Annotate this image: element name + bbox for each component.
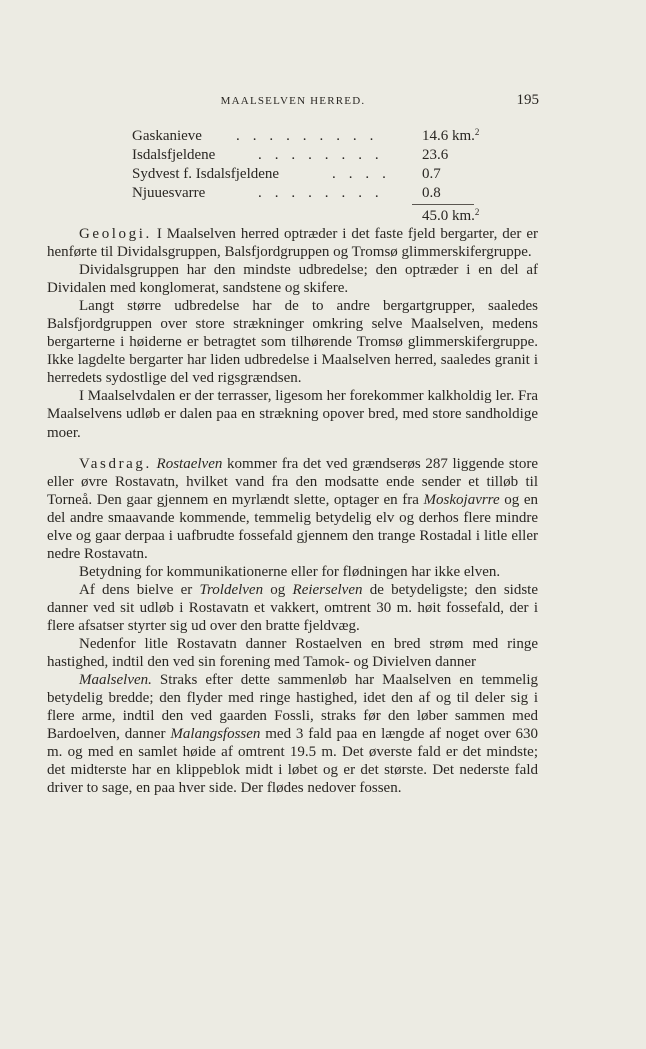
total-rule [412, 204, 474, 205]
river-name: Troldelven [199, 581, 264, 598]
page-number: 195 [516, 92, 539, 108]
paragraph: Dividalsgruppen har den mindste udbredelse; den optræder i en del af Dividalen med konglomerat, sandstene og skifere. [47, 262, 538, 297]
area-value: 0.7 [422, 166, 441, 182]
body-text [47, 225, 538, 797]
leader-dots: . . . . [332, 166, 391, 182]
area-value: 23.6 [422, 147, 449, 163]
leader-dots: . . . . . . . . . [236, 128, 378, 144]
place-name: Moskojavrre [423, 491, 500, 508]
page-header [47, 92, 539, 110]
river-name: Reierselven [292, 581, 363, 598]
paragraph: I Maalselvdalen er der terrasser, ligesom her forekommer kalkholdig ler. Fra Maalselvens udløb er dalen paa en strækning opover bred, med store sandholdige moer. [47, 388, 538, 441]
paragraph-vasdrag: Vasdrag. Rostaelven kommer fra det ved grændserøs 287 liggende store eller øvre Rostavatn, hvilket vand fra den modsatte ende sender et tilløb til Torneå. Den gaar gjennem en myrlændt slette, optager en fra Moskojavrre og en del andre smaavande kommende, temmelig betydelig elv og derhos flere mindre elve og gaar derpaa i uafbrudte fossefald gjennem den trange Rostadal i litle eller nedre Rostavatn. [47, 455, 538, 562]
total-row [132, 204, 512, 226]
superscript: 2 [474, 127, 480, 137]
running-title: MAALSELVEN HERRED. [220, 95, 366, 107]
paragraph: Af dens bielve er Troldelven og Reierselven de betydeligste; den sidste danner ved sit udløb i Rostavatn et vakkert, omtrent 30 m. høit fossefald, der i flere afsatser styrter sig ud over den bratte fjeldvæg. [47, 581, 538, 634]
area-value: 0.8 [422, 185, 441, 201]
area-row [132, 146, 512, 165]
area-name: Njuuesvarre [132, 185, 206, 201]
leader-dots: . . . . . . . . [258, 185, 384, 201]
paragraph: Nedenfor litle Rostavatn danner Rostaelven en bred strøm med ringe hastighed, indtil den ved sin forening med Tamok- og Divielven danner [47, 636, 538, 671]
waterfall-name: Malangsfossen [170, 726, 261, 743]
section-lead-geologi: Geologi. [79, 226, 152, 242]
paragraph-geologi: Geologi. I Maalselven herred optræder i det faste fjeld bergarter, der er henførte til Dividalsgruppen, Balsfjordgruppen og Tromsø glimmerskifergruppe. [47, 226, 538, 261]
river-name: Rostaelven [156, 455, 223, 472]
paragraph: Betydning for kommunikationerne eller for flødningen har ikke elven. [79, 563, 501, 580]
area-name: Gaskanieve [132, 128, 202, 144]
area-table [132, 127, 512, 226]
area-name: Sydvest f. Isdalsfjeldene [132, 166, 280, 182]
paragraph: Langt større udbredelse har de to andre bergartgrupper, saaledes Balsfjordgruppen over store strækninger omkring selve Maalselven, medens bergarterne i høiderne er betragtet som tilhørende Tromsø glimmerskifergruppe. Ikke lagdelte bergarter har liden udbredelse i Maalselven herred, saaledes granit i herredets sydostlige del ved rigsgrændsen. [47, 298, 538, 387]
river-name: Maalselven. [79, 672, 152, 689]
paragraph: Maalselven. Straks efter dette sammenløb har Maalselven en temmelig betydelig bredde; den flyder med ringe hastighed, idet den af og til deler sig i flere arme, indtil den ved gaarden Fossli, straks før den løber sammen med Bardoelven, danner Malangsfossen med 3 fald paa en længde af noget over 630 m. og med en samlet høide af omtrent 19.5 m. Det øverste fald er det mindste; det midterste har en klippeblok midt i løbet og er det største. Det nederste fald driver to sage, en paa hver side. Der flødes nedover fossen. [47, 672, 538, 797]
section-lead-vasdrag: Vasdrag. [79, 455, 152, 472]
area-name: Isdalsfjeldene [132, 147, 216, 163]
area-row [132, 184, 512, 203]
area-row [132, 165, 512, 184]
leader-dots: . . . . . . . . [258, 147, 384, 163]
total-value: 45.0 km.$^2$ [422, 207, 480, 224]
area-row [132, 127, 512, 146]
area-value: 14.6 km.$^2$ [422, 127, 480, 144]
superscript: 2 [474, 207, 480, 217]
